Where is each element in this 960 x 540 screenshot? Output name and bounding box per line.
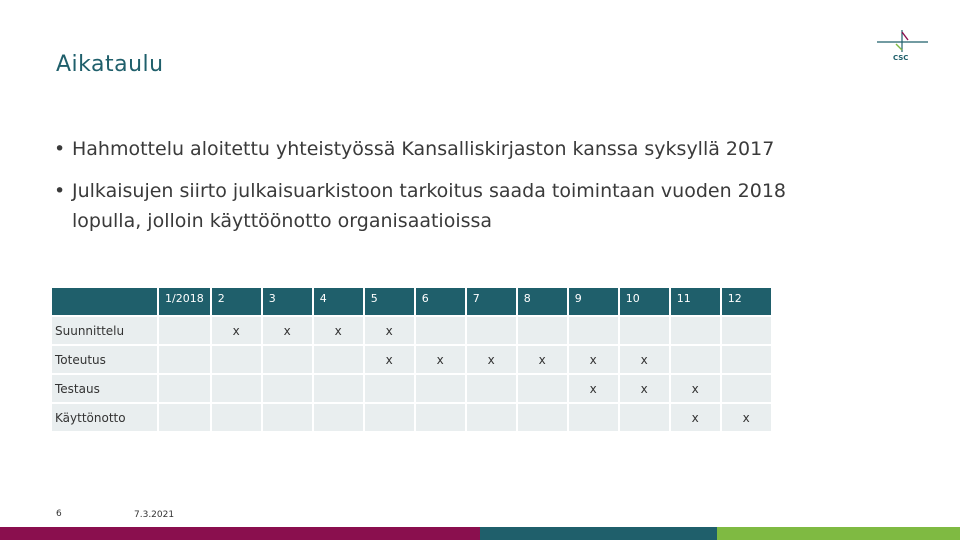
table-cell (159, 346, 210, 373)
table-cell (671, 317, 720, 344)
table-cell (159, 317, 210, 344)
table-cell: x (416, 346, 465, 373)
header-cell: 5 (365, 288, 414, 315)
table-cell: x (365, 346, 414, 373)
table-cell (467, 317, 516, 344)
header-cell: 7 (467, 288, 516, 315)
table-cell (518, 375, 567, 402)
header-cell: 6 (416, 288, 465, 315)
table-cell (467, 404, 516, 431)
footer-bar-magenta (0, 527, 480, 540)
table-cell: x (467, 346, 516, 373)
table-cell (212, 404, 261, 431)
header-cell: 2 (212, 288, 261, 315)
logo-text: CSC (893, 54, 909, 62)
table-cell (263, 404, 312, 431)
table-row (52, 317, 771, 344)
table-cell (569, 404, 618, 431)
table-cell: x (314, 317, 363, 344)
table-cell (416, 404, 465, 431)
table-row (52, 375, 771, 402)
table-cell: x (671, 375, 720, 402)
header-cell: 3 (263, 288, 312, 315)
table-cell (620, 317, 669, 344)
header-cell: 9 (569, 288, 618, 315)
header-cell: 1/2018 (159, 288, 210, 315)
table-cell: x (518, 346, 567, 373)
table-cell (314, 404, 363, 431)
table-cell (365, 375, 414, 402)
table-cell (416, 317, 465, 344)
table-cell (620, 404, 669, 431)
header-cell: 4 (314, 288, 363, 315)
schedule-header-row (52, 288, 771, 315)
footer-date: 7.3.2021 (134, 510, 175, 520)
table-cell (569, 317, 618, 344)
header-cell: 8 (518, 288, 567, 315)
table-cell (722, 346, 771, 373)
table-cell (314, 375, 363, 402)
table-cell: x (569, 346, 618, 373)
table-cell (518, 404, 567, 431)
header-cell: 11 (671, 288, 720, 315)
page-number: 6 (56, 509, 62, 519)
table-cell: x (620, 375, 669, 402)
table-cell (314, 346, 363, 373)
table-cell (365, 404, 414, 431)
footer-bar-teal (480, 527, 717, 540)
table-cell (671, 346, 720, 373)
table-cell: x (620, 346, 669, 373)
table-cell: x (263, 317, 312, 344)
table-cell (263, 375, 312, 402)
table-cell (722, 375, 771, 402)
row-label: Toteutus (52, 346, 157, 373)
table-cell: x (212, 317, 261, 344)
table-cell (212, 346, 261, 373)
table-row (52, 346, 771, 373)
row-label: Testaus (52, 375, 157, 402)
bullet-list (54, 134, 854, 248)
bullet-item: • Julkaisujen siirto julkaisuarkistoon tarkoitus saada toimintaan vuoden 2018 lopulla, jolloin käyttöönotto organisaatioissa (54, 176, 854, 236)
table-cell (263, 346, 312, 373)
footer-bar-green (717, 527, 960, 540)
row-label: Suunnittelu (52, 317, 157, 344)
table-cell (416, 375, 465, 402)
header-cell (52, 288, 157, 315)
table-row (52, 404, 771, 431)
table-cell (159, 375, 210, 402)
table-cell (467, 375, 516, 402)
schedule-table (50, 286, 773, 433)
header-cell: 10 (620, 288, 669, 315)
table-cell (722, 317, 771, 344)
bullet-item: • Hahmottelu aloitettu yhteistyössä Kansalliskirjaston kanssa syksyllä 2017 (54, 134, 854, 164)
table-cell (518, 317, 567, 344)
table-cell (212, 375, 261, 402)
slide-title: Aikataulu (56, 52, 164, 77)
table-cell: x (722, 404, 771, 431)
table-cell: x (569, 375, 618, 402)
table-cell (159, 404, 210, 431)
table-cell: x (365, 317, 414, 344)
table-cell: x (671, 404, 720, 431)
row-label: Käyttönotto (52, 404, 157, 431)
header-cell: 12 (722, 288, 771, 315)
